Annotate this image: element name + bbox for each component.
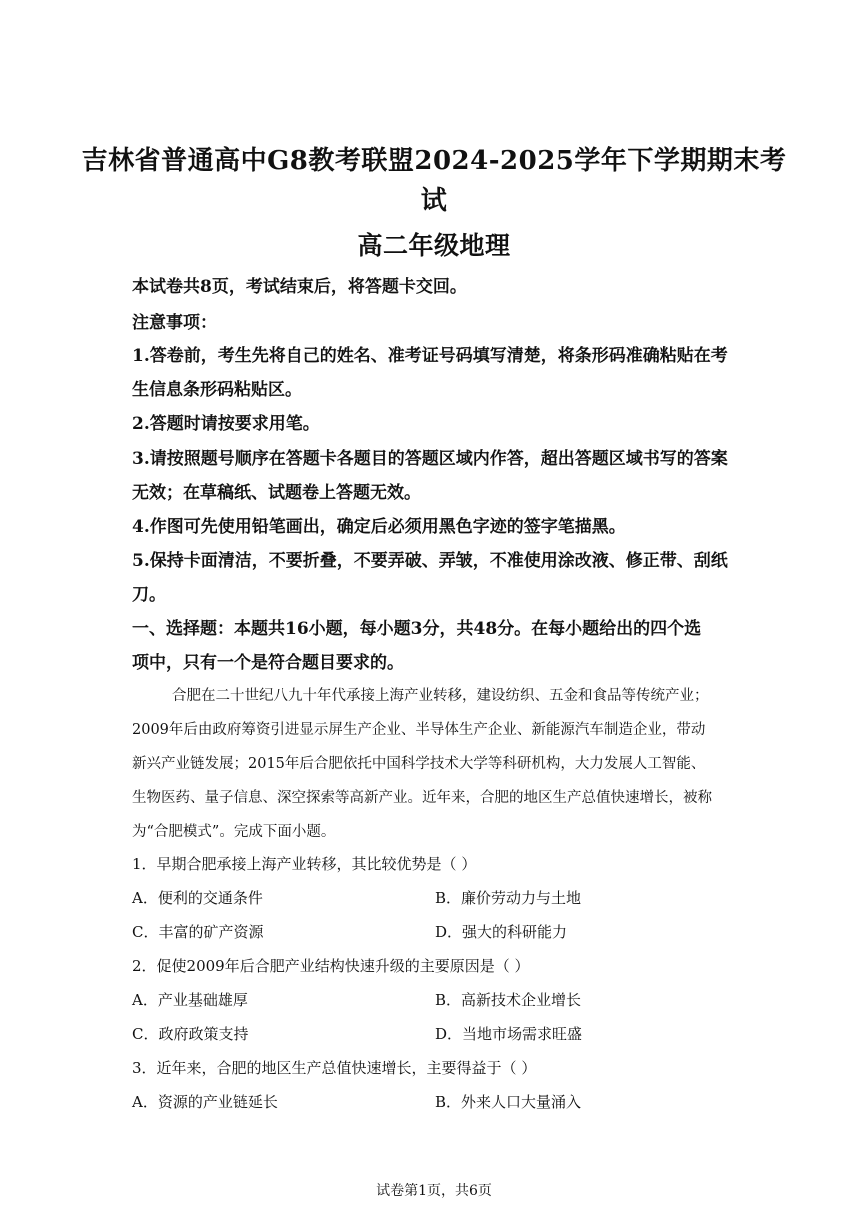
question-1-option-d: D．强大的科研能力 <box>435 923 568 941</box>
notice-item-3a: 3.请按照题号顺序在答题卡各题目的答题区域内作答，超出答题区域书写的答案 <box>132 449 728 469</box>
passage-line-2: 2009年后由政府筹资引进显示屏生产企业、半导体生产企业、新能源汽车制造企业，带动 <box>132 722 706 738</box>
question-2-option-d: D．当地市场需求旺盛 <box>435 1025 583 1043</box>
exam-subtitle: 高二年级地理 <box>357 231 511 260</box>
intro-text: 本试卷共8页，考试结束后，将答题卡交回。 <box>132 277 467 297</box>
question-1-option-c: C．丰富的矿产资源 <box>132 923 264 941</box>
question-2-stem: 2．促使2009年后合肥产业结构快速升级的主要原因是（ ） <box>132 957 530 975</box>
notice-item-4: 4.作图可先使用铅笔画出，确定后必须用黑色字迹的签字笔描黑。 <box>132 517 626 537</box>
question-3-option-a: A．资源的产业链延长 <box>132 1093 278 1111</box>
question-1-stem: 1．早期合肥承接上海产业转移，其比较优势是（ ） <box>132 855 477 873</box>
notice-item-1a: 1.答卷前，考生先将自己的姓名、准考证号码填写清楚，将条形码准确粘贴在考 <box>132 346 728 366</box>
question-2-option-a: A．产业基础雄厚 <box>132 991 248 1009</box>
page-footer: 试卷第1页，共6页 <box>376 1183 492 1199</box>
notice-item-2: 2.答题时请按要求用笔。 <box>132 414 320 434</box>
question-1-option-a: A．便利的交通条件 <box>132 889 263 907</box>
question-2-option-c: C．政府政策支持 <box>132 1025 249 1043</box>
section-heading-b: 项中，只有一个是符合题目要求的。 <box>132 653 404 673</box>
notice-item-3b: 无效；在草稿纸、试题卷上答题无效。 <box>132 483 421 503</box>
question-3-option-b: B．外来人口大量涌入 <box>435 1093 582 1111</box>
notice-heading: 注意事项： <box>132 313 217 333</box>
notice-item-5a: 5.保持卡面清洁，不要折叠，不要弄破、弄皱，不准使用涂改液、修正带、刮纸 <box>132 551 728 571</box>
notice-item-1b: 生信息条形码粘贴区。 <box>132 380 302 400</box>
question-3-stem: 3．近年来，合肥的地区生产总值快速增长，主要得益于（ ） <box>132 1059 537 1077</box>
exam-title-line2: 试 <box>420 186 448 216</box>
question-2-option-b: B．高新技术企业增长 <box>435 991 582 1009</box>
exam-title-line1: 吉林省普通高中G8教考联盟2024-2025学年下学期期末考 <box>81 146 787 176</box>
section-heading-a: 一、选择题：本题共16小题，每小题3分，共48分。在每小题给出的四个选 <box>132 619 702 639</box>
question-1-option-b: B．廉价劳动力与土地 <box>435 889 582 907</box>
notice-item-5b: 刀。 <box>132 585 166 605</box>
passage-line-4: 生物医药、量子信息、深空探索等高新产业。近年来，合肥的地区生产总值快速增长，被称 <box>132 790 712 806</box>
passage-line-3: 新兴产业链发展；2015年后合肥依托中国科学技术大学等科研机构，大力发展人工智能、 <box>132 756 706 772</box>
passage-line-5: 为“合肥模式”。完成下面小题。 <box>132 824 336 840</box>
passage-line-1: 合肥在二十世纪八九十年代承接上海产业转移，建设纺织、五金和食品等传统产业； <box>172 688 709 704</box>
